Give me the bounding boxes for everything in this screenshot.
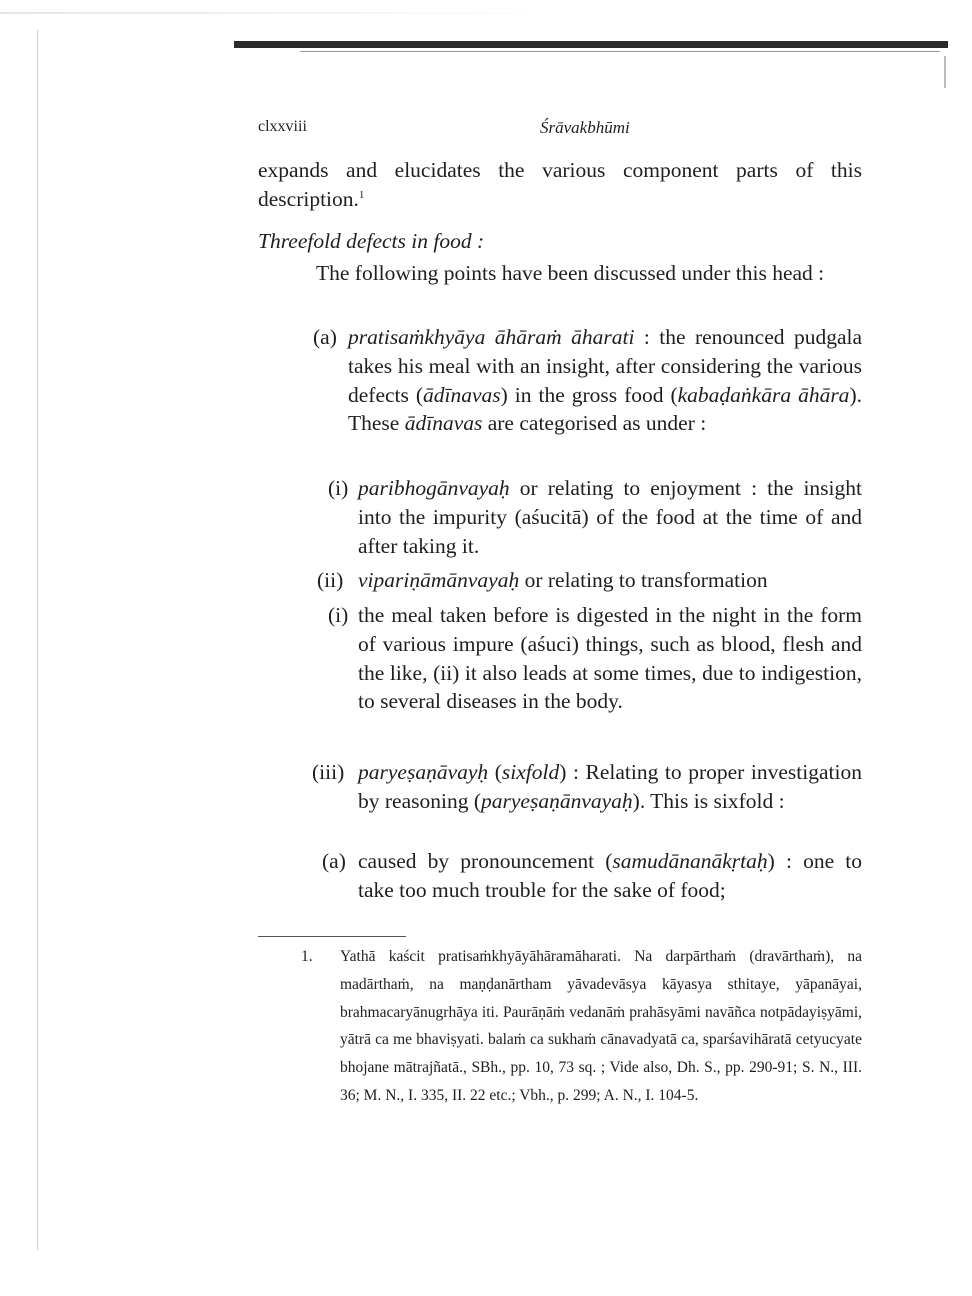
- section-lead: The following points have been discussed under this head :: [316, 261, 825, 285]
- scan-left-edge: [37, 30, 38, 1250]
- item-a-term-2: ādīnavas: [423, 382, 501, 407]
- intro-text: expands and elucidates the various component parts of this description.: [258, 158, 862, 211]
- intro-paragraph: [258, 156, 862, 214]
- item-ii-term: vipariṇāmānvayaḥ: [358, 568, 520, 592]
- item-a-term-4: ādīnavas: [404, 411, 483, 436]
- running-title: Śrāvakbhūmi: [540, 118, 630, 137]
- item-iii-term: paryeṣaṇāvayḥ: [358, 760, 489, 784]
- top-rule: [234, 41, 948, 48]
- scan-edge-smudge: [0, 12, 560, 14]
- item-a-label: (a): [313, 325, 337, 349]
- item-iii-term-2: sixfold: [501, 760, 560, 784]
- item-ii-i-label: (i): [328, 603, 349, 627]
- item-ii-i-text: the meal taken before is digested in the night in the form of various impure (aśuci) things, such as blood, flesh and the like, (ii) it also leads at some times, due to indigestion, to several diseases in the body.: [358, 603, 862, 714]
- item-iii-a-text-1: caused by pronouncement (: [358, 849, 613, 873]
- item-i-term: paribhogānvayaḥ: [358, 476, 510, 500]
- item-i-text: [358, 474, 862, 560]
- item-iii-text-2: ) : Relating to proper investigation by reasoning (: [358, 760, 862, 813]
- item-ii-text: [358, 566, 862, 595]
- item-a-term-3: kabaḍaṅkāra āhāra: [677, 382, 850, 407]
- item-a-text-3: ). These: [348, 382, 862, 436]
- item-iii-text-3: ). This is sixfold :: [632, 788, 785, 813]
- item-iii-text: [358, 758, 862, 816]
- top-rule-thin: [300, 51, 940, 52]
- item-a-text: [348, 323, 862, 438]
- item-ii-body: or relating to transformation: [519, 568, 768, 592]
- section-heading: Threefold defects in food :: [258, 229, 485, 253]
- footnote-ref: 1: [358, 188, 365, 201]
- scan-right-mark: [944, 56, 946, 88]
- item-iii-label: (iii): [312, 760, 345, 784]
- item-iii-a-label: (a): [322, 849, 346, 873]
- item-a-text-1: : the renounced pudgala takes his meal with an insight, after considering the various defects (: [348, 325, 862, 407]
- item-a-text-4: are categorised as under :: [482, 411, 707, 436]
- item-iii-a-text-2: ) : one to take too much trouble for the sake of food;: [358, 849, 863, 902]
- item-iii-term-3: paryeṣaṇānvayaḥ: [481, 788, 633, 813]
- item-ii-label: (ii): [317, 568, 344, 592]
- page-number: clxxviii: [258, 118, 307, 135]
- item-iii-text-1: (: [488, 760, 502, 784]
- footnote-number: 1.: [301, 948, 313, 965]
- item-a-text-2: ) in the gross food (: [500, 382, 678, 407]
- item-i-body: or relating to enjoyment : the insight into the impurity (aśucitā) of the food at the time of and after taking it.: [358, 476, 862, 558]
- item-iii-a-term: samudānanākṛtaḥ: [612, 849, 768, 873]
- item-i-label: (i): [328, 476, 349, 500]
- item-a-term: pratisaṁkhyāya āhāraṁ āharati: [348, 325, 635, 349]
- footnote-rule: [258, 936, 406, 937]
- item-iii-a-text: [358, 847, 862, 905]
- footnote-text: Yathā kaścit pratisaṁkhyāyāhāramāharati. Na darpārthaṁ (dravārthaṁ), na madārthaṁ, na maṇḍanārtham yāvadevāsya kāyasya sthitaye, yāpanāyai, brahmacaryānugrhāya iti. Paurāṇāṁ vedanāṁ prahāsyāmi navāñca notpādayiṣyāmi, yātrā ca me bhaviṣyati. balaṁ ca sukhaṁ cānavadyatā ca, sparśavihāratā cetyucyate bhojane mātrajñatā., SBh., pp. 10, 73 sq. ; Vide also, Dh. S., pp. 290-91; S. N., III. 36; M. N., I. 335, II. 22 etc.; Vbh., p. 299; A. N., I. 104-5.: [340, 948, 862, 1104]
